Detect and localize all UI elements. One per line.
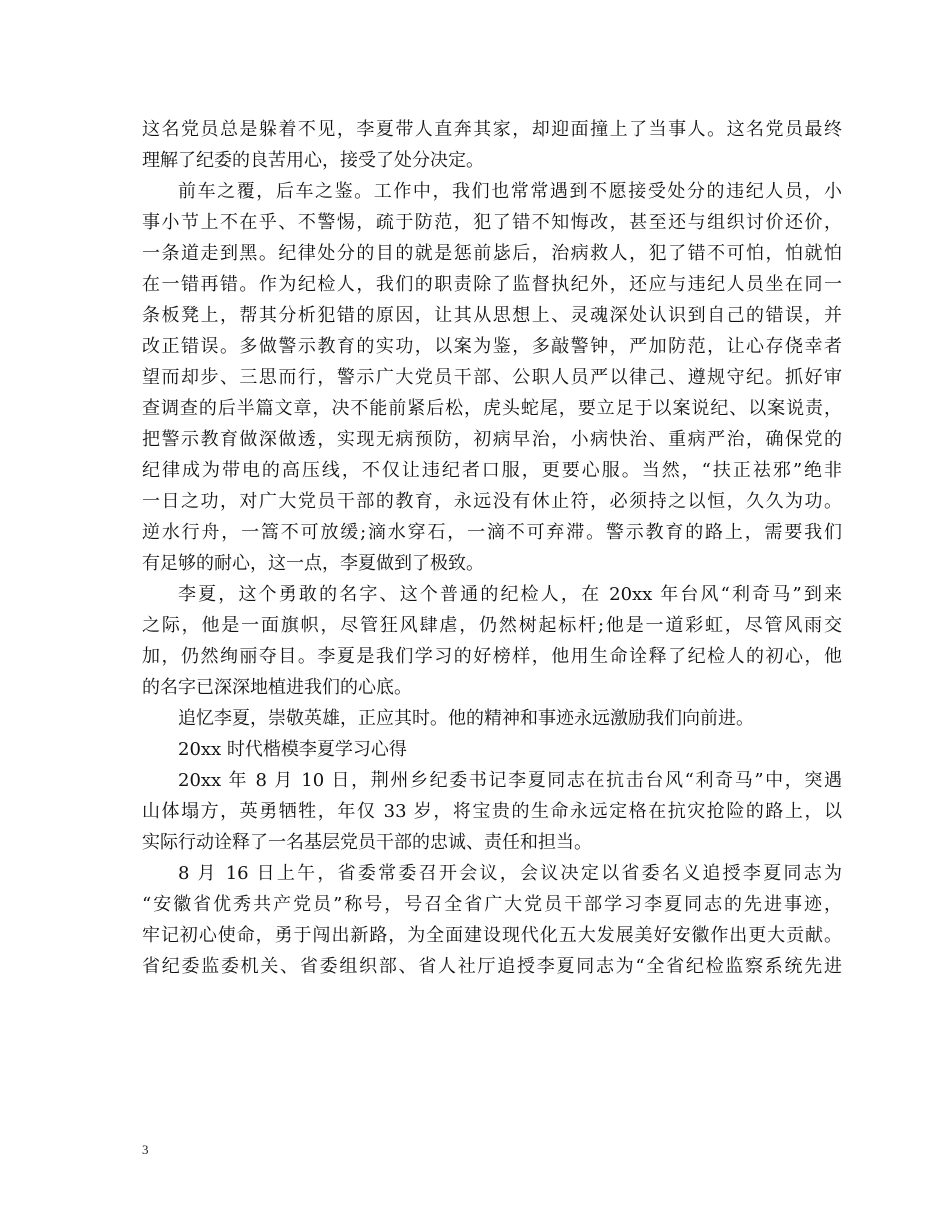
- text-line: 改正错误。多做警示教育的实功，以案为鉴，多敲警钟，严加防范，让心存侥幸者: [142, 336, 842, 357]
- text-line: 20xx 时代楷模李夏学习心得: [178, 739, 407, 760]
- text-line: 这名党员总是躲着不见，李夏带人直奔其家，却迎面撞上了当事人。这名党员最终: [142, 119, 842, 140]
- text-line: “安徽省优秀共产党员”称号，号召全省广大党员干部学习李夏同志的先进事迹，: [142, 894, 842, 915]
- body-text: [142, 114, 842, 982]
- text-line: 省纪委监委机关、省委组织部、省人社厅追授李夏同志为“全省纪检监察系统先进: [142, 956, 842, 977]
- text-line: 加，仍然绚丽夺目。李夏是我们学习的好榜样，他用生命诠释了纪检人的初心，他: [142, 646, 842, 667]
- text-line: 在一错再错。作为纪检人，我们的职责除了监督执纪外，还应与违纪人员坐在同一: [142, 274, 842, 295]
- text-line: 理解了纪委的良苦用心，接受了处分决定。: [142, 150, 484, 171]
- text-line: 有足够的耐心，这一点，李夏做到了极致。: [142, 553, 484, 574]
- text-line: 的名字已深深地植进我们的心底。: [142, 677, 412, 698]
- text-line: 查调查的后半篇文章，决不能前紧后松，虎头蛇尾，要立足于以案说纪、以案说责，: [142, 398, 842, 419]
- text-line: 把警示教育做深做透，实现无病预防，初病早治，小病快治、重病严治，确保党的: [142, 429, 842, 450]
- text-line: 实际行动诠释了一名基层党员干部的忠诚、责任和担当。: [142, 832, 592, 853]
- text-line: 追忆李夏，崇敬英雄，正应其时。他的精神和事迹永远激励我们向前进。: [178, 708, 754, 729]
- text-line: 一日之功，对广大党员干部的教育，永远没有休止符，必须持之以恒，久久为功。: [142, 491, 842, 512]
- text-line: 李夏，这个勇敢的名字、这个普通的纪检人，在 20xx 年台风“利奇马”到来: [178, 584, 842, 605]
- text-line: 纪律成为带电的高压线，不仅让违纪者口服，更要心服。当然，“扶正祛邪”绝非: [142, 460, 842, 481]
- text-line: 牢记初心使命，勇于闯出新路，为全面建设现代化五大发展美好安徽作出更大贡献。: [142, 925, 842, 946]
- text-line: 之际，他是一面旗帜，尽管狂风肆虐，仍然树起标杆;他是一道彩虹，尽管风雨交: [142, 615, 842, 636]
- text-line: 山体塌方，英勇牺牲，年仅 33 岁，将宝贵的生命永远定格在抗灾抢险的路上，以: [142, 801, 842, 822]
- text-line: 20xx 年 8 月 10 日，荆州乡纪委书记李夏同志在抗击台风“利奇马”中，突遇: [178, 770, 842, 791]
- text-line: 望而却步、三思而行，警示广大党员干部、公职人员严以律己、遵规守纪。抓好审: [142, 367, 842, 388]
- text-line: 条板凳上，帮其分析犯错的原因，让其从思想上、灵魂深处认识到自己的错误，并: [142, 305, 842, 326]
- text-line: 逆水行舟，一篙不可放缓;滴水穿石，一滴不可弃滞。警示教育的路上，需要我们: [142, 522, 842, 543]
- text-line: 一条道走到黑。纪律处分的目的就是惩前毖后，治病救人，犯了错不可怕，怕就怕: [142, 243, 842, 264]
- text-line: 前车之覆，后车之鉴。工作中，我们也常常遇到不愿接受处分的违纪人员，小: [178, 181, 842, 202]
- text-line: 8 月 16 日上午，省委常委召开会议，会议决定以省委名义追授李夏同志为: [178, 863, 842, 884]
- page-number: 3: [142, 1142, 149, 1157]
- text-line: 事小节上不在乎、不警惕，疏于防范，犯了错不知悔改，甚至还与组织讨价还价，: [142, 212, 842, 233]
